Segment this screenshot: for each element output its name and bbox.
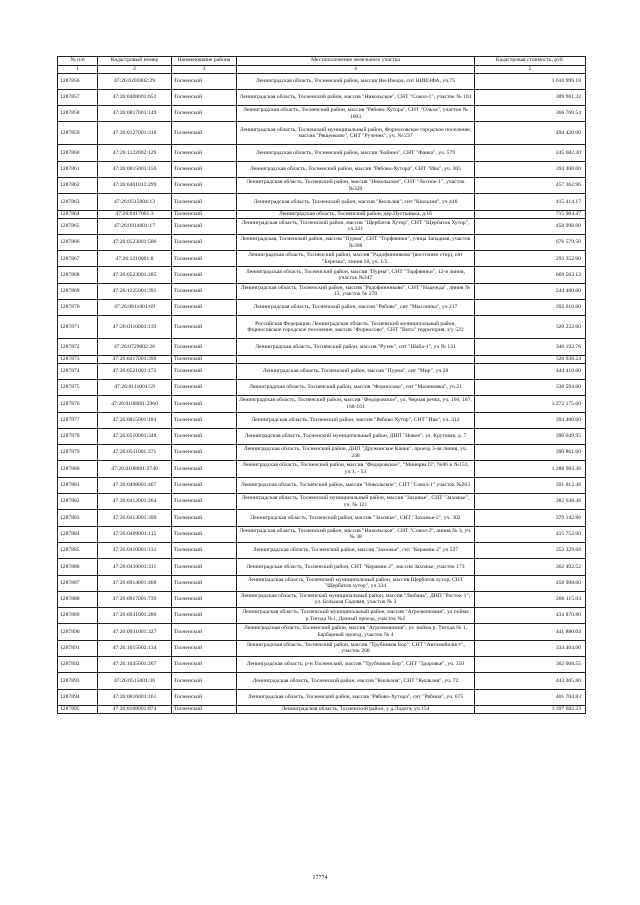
row-cadastral-value: 382 638.48 bbox=[475, 494, 586, 510]
table-row bbox=[58, 542, 586, 558]
row-location: Ленинградская область, Тосненский район, массив "Трубников Бор", СНТ "Автомобилист", участок 208 bbox=[237, 640, 475, 656]
row-location: Ленинградская область, Тосненский район, массив "Федоровское", "Минерва П", №86 и №153, уч 1, - 53 bbox=[237, 461, 475, 477]
row-cadastral-value: 458 998.00 bbox=[475, 218, 586, 234]
row-location: Ленинградская область, Тосненский район, массив "Щербатов Хутор", СНТ "Щербатов Хутор", уч.321 bbox=[237, 218, 475, 234]
row-cadastral-value: 494 420.00 bbox=[475, 122, 586, 145]
table-row bbox=[58, 412, 586, 428]
row-district: Тосненский bbox=[172, 339, 237, 355]
row-cadastral-value: 320 232.00 bbox=[475, 316, 586, 339]
row-number: 1287895 bbox=[58, 705, 98, 713]
table-row bbox=[58, 445, 586, 461]
row-location: Ленинградская область, Тосненский район, массив "Никольское", СНТ "Сокол-1" участок №263 bbox=[237, 477, 475, 493]
row-cadastral-number: 47:26:0401012:299 bbox=[98, 177, 172, 193]
row-cadastral-value: 441 880.04 bbox=[475, 624, 586, 640]
row-cadastral-number: 47:26:1035001:267 bbox=[98, 657, 172, 673]
row-cadastral-number: 47:26:0523001:506 bbox=[98, 234, 172, 250]
row-cadastral-number: 47:26:0511001:371 bbox=[98, 445, 172, 461]
table-row bbox=[58, 161, 586, 177]
row-cadastral-number: 47:26:0111001:59 bbox=[98, 379, 172, 395]
row-district: Тосненский bbox=[172, 89, 237, 105]
table-row bbox=[58, 283, 586, 299]
row-district: Тосненский bbox=[172, 657, 237, 673]
row-cadastral-number: 47:26:0914001:468 bbox=[98, 575, 172, 591]
row-number: 1287885 bbox=[58, 542, 98, 558]
table-row bbox=[58, 300, 586, 316]
row-district: Тосненский bbox=[172, 673, 237, 689]
row-location bbox=[237, 355, 475, 363]
row-number: 1287887 bbox=[58, 575, 98, 591]
row-number: 1287889 bbox=[58, 608, 98, 624]
row-cadastral-number: 47:26:0110003:119 bbox=[98, 316, 172, 339]
column-number: 1 bbox=[58, 66, 98, 74]
row-cadastral-value: 1 610 999.18 bbox=[475, 73, 586, 89]
row-number: 1287871 bbox=[58, 316, 98, 339]
page-number: 17774 bbox=[312, 875, 328, 881]
row-cadastral-number: 47:26:0408001:651 bbox=[98, 89, 172, 105]
row-cadastral-value: 458 998.00 bbox=[475, 575, 586, 591]
row-location: Ленинградская, Тосненский район, массив "Пурма", СНТ "Торфяники", улица Западная, участок №398 bbox=[237, 234, 475, 250]
row-district: Тосненский bbox=[172, 145, 237, 161]
row-location: Ленинградская область, Тосненский район, массив "Радофинниково", СНТ "Надежда", линия № 13, участок № 270 bbox=[237, 283, 475, 299]
row-district: Тосненский bbox=[172, 461, 237, 477]
row-number: 1287867 bbox=[58, 251, 98, 267]
row-location: Ленинградская область, Тосненский район, массив "Агроэкономия", ул. пойма р. Тигода № 1, Барбарный проезд, участок № 4 bbox=[237, 624, 475, 640]
row-cadastral-number: 47:26:0917001:739 bbox=[98, 591, 172, 607]
row-location: Ленинградская область, Тосненский район, массив "Федоровское", ул. Черная речка, уч. 166, 167, 168-161 bbox=[237, 396, 475, 412]
row-cadastral-value: 415 752.00 bbox=[475, 526, 586, 542]
row-location: Ленинградская область, Тосненский район, массив "Рябово-Хутора", СНТ "Ольха", участок № 1003 bbox=[237, 106, 475, 122]
row-cadastral-value: 390 049.95 bbox=[475, 428, 586, 444]
table-row bbox=[58, 339, 586, 355]
header-row bbox=[58, 57, 586, 66]
row-location: Ленинградская область, Тосненский район, массив "Рутек", снт "Шаба-1", уч № 131 bbox=[237, 339, 475, 355]
table-row bbox=[58, 396, 586, 412]
row-location: Ленинградская область, Тосненский район, СНТ "Керамик-2", массив Захожье, участок 173 bbox=[237, 559, 475, 575]
row-location: Ленинградская область, Тосненский район, ДНП "Дружинское Каньк", проезд 3-ая линия, уч. 248 bbox=[237, 445, 475, 461]
row-district: Тосненский bbox=[172, 526, 237, 542]
row-cadastral-value: 362 068.55 bbox=[475, 657, 586, 673]
row-cadastral-number: 47:26:0108001:2960 bbox=[98, 396, 172, 412]
table-row bbox=[58, 705, 586, 713]
row-cadastral-value: 676 579.50 bbox=[475, 234, 586, 250]
table-row bbox=[58, 267, 586, 283]
row-cadastral-number: 47:26:0515001:36 bbox=[98, 673, 172, 689]
table-row bbox=[58, 316, 586, 339]
row-number: 1287875 bbox=[58, 379, 98, 395]
row-number: 1287859 bbox=[58, 122, 98, 145]
row-number: 1287866 bbox=[58, 234, 98, 250]
row-cadastral-value: 391 012.48 bbox=[475, 477, 586, 493]
row-location: Ленинградская область, Тосненский район, массив "Кюльзия", СНТ "Кюльзия", уч. 72 bbox=[237, 673, 475, 689]
row-cadastral-value: 330 594.00 bbox=[475, 379, 586, 395]
row-district: Тосненский bbox=[172, 122, 237, 145]
row-cadastral-number: 47:26:0410001:131 bbox=[98, 542, 172, 558]
row-cadastral-number: 47:26:0410001:311 bbox=[98, 559, 172, 575]
row-district: Тосненский bbox=[172, 624, 237, 640]
row-number: 1287893 bbox=[58, 673, 98, 689]
row-number: 1287892 bbox=[58, 657, 98, 673]
table-row bbox=[58, 689, 586, 705]
row-number: 1287883 bbox=[58, 510, 98, 526]
row-location: Ленинградская область, Тосненский район, массив "Пурма", СНТ "Торфяники", 12-я линия, участок №347 bbox=[237, 267, 475, 283]
row-district: Тосненский bbox=[172, 559, 237, 575]
row-district: Тосненский bbox=[172, 355, 237, 363]
row-cadastral-number: 47:26:0413001:399 bbox=[98, 510, 172, 526]
header-district: Наименование района bbox=[172, 57, 237, 66]
row-district: Тосненский bbox=[172, 705, 237, 713]
row-location: Ленинградская область, Тосненский муниципальный район, Форносовское городское поселение, массив "Рященково", СНТ "Рученек", уч. № 237 bbox=[237, 122, 475, 145]
row-location: Ленинградская область, Тосненский муниципальный район, массив "Агроэкономия", ул пойма р.Тигода №1, Дачный проезд, участок №2 bbox=[237, 608, 475, 624]
row-number: 1287860 bbox=[58, 145, 98, 161]
row-cadastral-number: 47:26:0521001:172 bbox=[98, 363, 172, 379]
row-cadastral-value: 366 760.54 bbox=[475, 106, 586, 122]
row-cadastral-number: 47:26:0108001:2740 bbox=[98, 461, 172, 477]
row-district: Тосненский bbox=[172, 445, 237, 461]
table-row bbox=[58, 526, 586, 542]
row-location: Ленинградская область, Тосненский район, массив "Пурма", снт "Мир", уч 28 bbox=[237, 363, 475, 379]
row-district: Тосненский bbox=[172, 234, 237, 250]
column-number: 4 bbox=[237, 66, 475, 74]
row-number: 1287869 bbox=[58, 283, 98, 299]
row-district: Тосненский bbox=[172, 575, 237, 591]
table-row bbox=[58, 251, 586, 267]
row-cadastral-value: 244 460.00 bbox=[475, 283, 586, 299]
table-row bbox=[58, 363, 586, 379]
table-row bbox=[58, 428, 586, 444]
row-cadastral-number: 47:26:1225001:391 bbox=[98, 283, 172, 299]
row-cadastral-number: 47:26:0417001:3 bbox=[98, 210, 172, 218]
row-district: Тосненский bbox=[172, 218, 237, 234]
table-row bbox=[58, 89, 586, 105]
table-row bbox=[58, 234, 586, 250]
row-cadastral-number: 47:26:1210001:8 bbox=[98, 251, 172, 267]
row-location: Ленинградская область, Тосненский район, массив "Захожье", СНТ "Захожье-2", уч. 302 bbox=[237, 510, 475, 526]
row-cadastral-value: 415 414.17 bbox=[475, 194, 586, 210]
row-cadastral-number: 47:26:0409001:115 bbox=[98, 526, 172, 542]
document-page bbox=[57, 56, 585, 714]
row-cadastral-value: 394 400.00 bbox=[475, 412, 586, 428]
row-district: Тосненский bbox=[172, 161, 237, 177]
row-district: Тосненский bbox=[172, 177, 237, 193]
row-location: Ленинградская область, Тосненский район, массив Ям-Ижора, снт НИИЭФА, уч.75 bbox=[237, 73, 475, 89]
row-location: Ленинградская область, Тосненский район, массив "Никольское", СНТ "Сокол-2", линия № 3, уч. № 38 bbox=[237, 526, 475, 542]
header-location: Местоположение земельного участка bbox=[237, 57, 475, 66]
row-cadastral-number: 47:26:0408001:467 bbox=[98, 477, 172, 493]
row-location: Ленинградская область, Тосненский район, массив "Рябово", снт "Мыслинка", уч 217 bbox=[237, 300, 475, 316]
row-cadastral-value: 669 563.12 bbox=[475, 267, 586, 283]
row-cadastral-value: 1 397 682.23 bbox=[475, 705, 586, 713]
row-number: 1287863 bbox=[58, 194, 98, 210]
table-row bbox=[58, 657, 586, 673]
row-location: Ленинградская область, Тосненский район, массив "Никольское", СНТ "Лосное-1", участок №320 bbox=[237, 177, 475, 193]
row-location: Российская Федерация, Ленинградская область, Тосненский муниципальный район, Форносовское городское поселение, массив "Форносово", СНТ "Вита" территория, з/у 522 bbox=[237, 316, 475, 339]
row-cadastral-number: 47:26:0815001:184 bbox=[98, 412, 172, 428]
row-district: Тосненский bbox=[172, 591, 237, 607]
row-number: 1287882 bbox=[58, 494, 98, 510]
row-cadastral-value: 457 362.96 bbox=[475, 177, 586, 193]
row-location: Ленинградская область, Тосненский район, массив "Форносово", снт "Малиновка", уч.21 bbox=[237, 379, 475, 395]
row-cadastral-value: 443 305.80 bbox=[475, 673, 586, 689]
row-location: Ленинградская область, Тосненский район, у д.Ладога, уч.154 bbox=[237, 705, 475, 713]
table-body bbox=[58, 73, 586, 713]
row-district: Тосненский bbox=[172, 251, 237, 267]
row-district: Тосненский bbox=[172, 300, 237, 316]
row-cadastral-number: 47:26:0510001:348 bbox=[98, 428, 172, 444]
table-row bbox=[58, 494, 586, 510]
row-cadastral-value: 309 961.32 bbox=[475, 89, 586, 105]
row-cadastral-value: 390 861.00 bbox=[475, 445, 586, 461]
row-district: Тосненский bbox=[172, 477, 237, 493]
row-number: 1287886 bbox=[58, 559, 98, 575]
row-cadastral-value: 1 288 983.36 bbox=[475, 461, 586, 477]
row-district: Тосненский bbox=[172, 689, 237, 705]
row-number: 1287891 bbox=[58, 640, 98, 656]
row-number: 1287872 bbox=[58, 339, 98, 355]
table-row bbox=[58, 608, 586, 624]
table-row bbox=[58, 355, 586, 363]
row-district: Тосненский bbox=[172, 379, 237, 395]
row-number: 1287877 bbox=[58, 412, 98, 428]
row-cadastral-value: 286 115.04 bbox=[475, 591, 586, 607]
row-number: 1287890 bbox=[58, 624, 98, 640]
row-cadastral-value: 334 404.00 bbox=[475, 640, 586, 656]
row-cadastral-number: 47:26:0914001:17 bbox=[98, 218, 172, 234]
table-row bbox=[58, 210, 586, 218]
row-location: Ленинградская область, Тосненский муниципальный район, ДНП "Новое", ул. Круговая, д. 7 bbox=[237, 428, 475, 444]
row-cadastral-value: 434 870.80 bbox=[475, 608, 586, 624]
row-location: Ленинградская область, Тосненский район, массив "Кюльзия", снт "Кюльзия", уч 446 bbox=[237, 194, 475, 210]
row-number: 1287874 bbox=[58, 363, 98, 379]
row-number: 1287873 bbox=[58, 355, 98, 363]
row-number: 1287870 bbox=[58, 300, 98, 316]
row-number: 1287862 bbox=[58, 177, 98, 193]
column-number: 5 bbox=[475, 66, 586, 74]
row-cadastral-number: 47:26:0811001:69 bbox=[98, 300, 172, 316]
row-number: 1287858 bbox=[58, 106, 98, 122]
row-number: 1287879 bbox=[58, 445, 98, 461]
row-cadastral-number: 47:26:0816001:161 bbox=[98, 689, 172, 705]
table-row bbox=[58, 122, 586, 145]
row-number: 1287878 bbox=[58, 428, 98, 444]
row-district: Тосненский bbox=[172, 396, 237, 412]
table-row bbox=[58, 640, 586, 656]
row-number: 1287868 bbox=[58, 267, 98, 283]
row-cadastral-number: 47:26:0815001:156 bbox=[98, 161, 172, 177]
table-row bbox=[58, 73, 586, 89]
row-district: Тосненский bbox=[172, 640, 237, 656]
column-number-row bbox=[58, 66, 586, 74]
row-number: 1287857 bbox=[58, 89, 98, 105]
row-location: Ленинградская область, Тосненский район, массив "Рябово Хутор", СНТ "Ива", уч. 312 bbox=[237, 412, 475, 428]
row-cadastral-number: 47:26:0523001:285 bbox=[98, 267, 172, 283]
table-row bbox=[58, 559, 586, 575]
row-cadastral-number: 47:26:0108001:874 bbox=[98, 705, 172, 713]
row-location: Ленинградская область, Тосненский район, массив "Бабино", СНТ "Фанка", уч. 579 bbox=[237, 145, 475, 161]
row-number: 1287865 bbox=[58, 218, 98, 234]
row-cadastral-number: 47:26:1122002:129 bbox=[98, 145, 172, 161]
row-number: 1287884 bbox=[58, 526, 98, 542]
row-district: Тосненский bbox=[172, 510, 237, 526]
row-cadastral-value: 379 142.86 bbox=[475, 510, 586, 526]
row-district: Тосненский bbox=[172, 73, 237, 89]
row-location: Ленинградская область, Тосненский район, массив "Никольское", СНТ "Сокол-1", участок № 104 bbox=[237, 89, 475, 105]
table-row bbox=[58, 145, 586, 161]
table-row bbox=[58, 194, 586, 210]
row-cadastral-value: 401 704.83 bbox=[475, 689, 586, 705]
row-location: Ленинградская область, Тосненский район, массив "Рябово-Хутора", снт "Рябина", уч. 675 bbox=[237, 689, 475, 705]
row-cadastral-number: 47:26:0729002:26 bbox=[98, 339, 172, 355]
row-location: Ленинградская область, Тосненский муниципальный район, массив "Захожье", СНТ "Захожье", уч. № 121 bbox=[237, 494, 475, 510]
row-cadastral-value: 293 352.00 bbox=[475, 251, 586, 267]
table-row bbox=[58, 106, 586, 122]
row-cadastral-value: 346 192.76 bbox=[475, 339, 586, 355]
row-cadastral-number: 47:26:0931001:286 bbox=[98, 608, 172, 624]
row-district: Тосненский bbox=[172, 316, 237, 339]
row-cadastral-number: 47:26:0817001:149 bbox=[98, 106, 172, 122]
row-number: 1287881 bbox=[58, 477, 98, 493]
table-row bbox=[58, 510, 586, 526]
row-number: 1287888 bbox=[58, 591, 98, 607]
row-cadastral-value: 715 984.47 bbox=[475, 210, 586, 218]
table-row bbox=[58, 218, 586, 234]
table-row bbox=[58, 575, 586, 591]
cadastral-table bbox=[57, 56, 586, 714]
row-location: Ленинградская область, Тосненский муниципальный район, массив "Любань", ДНП "Росток-1", ул. Большая Садовая, участок № 3 bbox=[237, 591, 475, 607]
row-location: Ленинградская область, Тосненский район, массив "Захожье", снт "Керамик-2" уч 537 bbox=[237, 542, 475, 558]
row-cadastral-value: 392 010.00 bbox=[475, 300, 586, 316]
row-cadastral-value: 444 410.00 bbox=[475, 363, 586, 379]
header-cadastral-number: Кадастровый номер bbox=[98, 57, 172, 66]
row-location: Ленинградская область, Тосненский район, дер.Пустынька, д.1б bbox=[237, 210, 475, 218]
row-location: Ленинградская область, Тосненский район, массив "Радофинниково"(восточнее стор), снт "Березка", линия 18, уч. 1/2. bbox=[237, 251, 475, 267]
table-row bbox=[58, 461, 586, 477]
table-row bbox=[58, 591, 586, 607]
row-cadastral-number: 47:26:0127001:316 bbox=[98, 122, 172, 145]
header-value: Кадастровая стоимость, руб. bbox=[475, 57, 586, 66]
header-num: № п/п bbox=[58, 57, 98, 66]
row-location: Ленинградская область, Тосненский район, массив "Рябово-Хутора", СНТ "Ива", уч. 305 bbox=[237, 161, 475, 177]
row-district: Тосненский bbox=[172, 428, 237, 444]
table-row bbox=[58, 177, 586, 193]
row-cadastral-value: 353 329.68 bbox=[475, 542, 586, 558]
column-number: 3 bbox=[172, 66, 237, 74]
column-number: 2 bbox=[98, 66, 172, 74]
table-row bbox=[58, 624, 586, 640]
row-district: Тосненский bbox=[172, 267, 237, 283]
row-district: Тосненский bbox=[172, 542, 237, 558]
row-cadastral-value: 1 272 175.00 bbox=[475, 396, 586, 412]
row-district: Тосненский bbox=[172, 194, 237, 210]
row-cadastral-value: 320 938.24 bbox=[475, 355, 586, 363]
row-number: 1287880 bbox=[58, 461, 98, 477]
row-location: Ленинградская область, Тосненский муниципальный район, массив Щербатов хутор, СНТ "Щербатов хутор", уч 334 bbox=[237, 575, 475, 591]
row-number: 1287876 bbox=[58, 396, 98, 412]
row-number: 1287856 bbox=[58, 73, 98, 89]
row-district: Тосненский bbox=[172, 210, 237, 218]
row-cadastral-number: 47:26:0417001:399 bbox=[98, 355, 172, 363]
row-cadastral-number: 47:26:0203002:29 bbox=[98, 73, 172, 89]
table-row bbox=[58, 673, 586, 689]
row-cadastral-value: 362 402.52 bbox=[475, 559, 586, 575]
row-cadastral-number: 47:26:0931001:327 bbox=[98, 624, 172, 640]
row-cadastral-value: 394 400.00 bbox=[475, 161, 586, 177]
row-cadastral-number: 47:26:0412001:264 bbox=[98, 494, 172, 510]
table-row bbox=[58, 477, 586, 493]
row-number: 1287864 bbox=[58, 210, 98, 218]
row-district: Тосненский bbox=[172, 608, 237, 624]
row-location: Ленинградская область, р-н Тосненский, массив "Трубников Бор", СНТ "Здоровье", уч. 350 bbox=[237, 657, 475, 673]
row-cadastral-value: 245 682.30 bbox=[475, 145, 586, 161]
row-number: 1287894 bbox=[58, 689, 98, 705]
row-cadastral-number: 47:26:1015002:134 bbox=[98, 640, 172, 656]
table-row bbox=[58, 379, 586, 395]
row-district: Тосненский bbox=[172, 106, 237, 122]
row-district: Тосненский bbox=[172, 363, 237, 379]
row-number: 1287861 bbox=[58, 161, 98, 177]
row-district: Тосненский bbox=[172, 283, 237, 299]
row-cadastral-number: 47:26:0515004:13 bbox=[98, 194, 172, 210]
row-district: Тосненский bbox=[172, 412, 237, 428]
row-district: Тосненский bbox=[172, 494, 237, 510]
